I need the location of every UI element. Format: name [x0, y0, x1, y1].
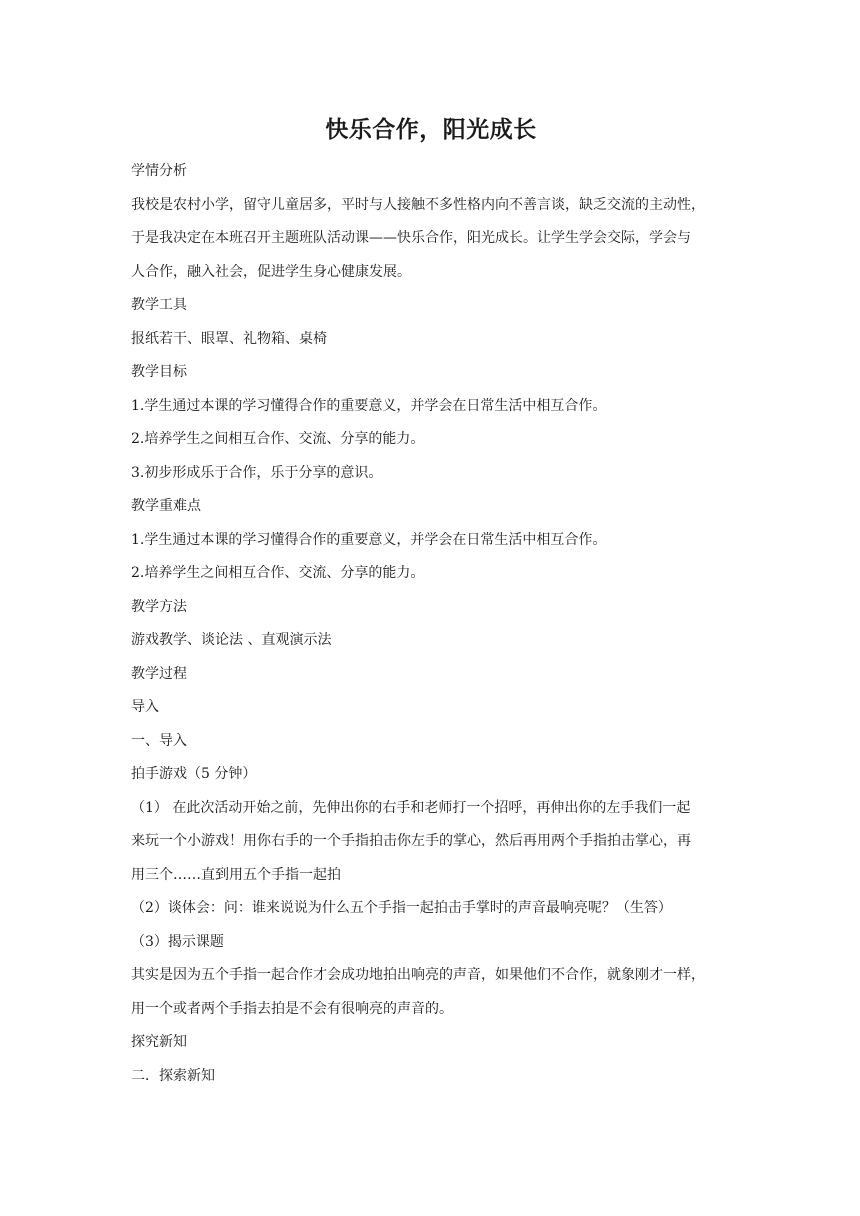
paragraph-line: 我校是农村小学，留守儿童居多，平时与人接触不多性格内向不善言谈，缺乏交流的主动性， — [131, 196, 705, 213]
paragraph-line: 其实是因为五个手指一起合作才会成功地拍出响亮的声音，如果他们不合作，就象刚才一样， — [131, 967, 705, 983]
subsection-heading: 一、导入 — [131, 732, 187, 749]
document-title: 快乐合作，阳光成长 — [325, 117, 537, 143]
paragraph-line: 用一个或者两个手指去拍是不会有很响亮的声音的。 — [131, 1000, 453, 1017]
paragraph-line: （2）谈体会：问：谁来说说为什么五个手指一起拍击手掌时的声音最响亮呢？（生答） — [131, 900, 672, 916]
list-item: 1.学生通过本课的学习懂得合作的重要意义，并学会在日常生活中相互合作。 — [131, 531, 607, 548]
paragraph-line: （3）揭示课题 — [131, 933, 224, 950]
section-heading-methods: 教学方法 — [131, 598, 187, 615]
list-item: 1.学生通过本课的学习懂得合作的重要意义，并学会在日常生活中相互合作。 — [131, 397, 607, 414]
section-heading-analysis: 学情分析 — [131, 163, 187, 179]
list-item: 2.培养学生之间相互合作、交流、分享的能力。 — [131, 565, 425, 581]
paragraph-line: 拍手游戏（5 分钟） — [131, 766, 257, 782]
paragraph-line: 来玩一个小游戏！用你右手的一个手指拍击你左手的掌心，然后再用两个手指拍击掌心，再 — [131, 833, 691, 849]
subsection-heading: 探究新知 — [131, 1034, 187, 1050]
paragraph-line: 游戏教学、谈论法 、直观演示法 — [131, 632, 332, 648]
document-page — [131, 113, 731, 1093]
subsection-heading: 二．探索新知 — [131, 1067, 215, 1084]
list-item: 3.初步形成乐于合作，乐于分享的意识。 — [131, 464, 383, 481]
paragraph-line: 报纸若干、眼罩、礼物箱、桌椅 — [131, 330, 327, 347]
paragraph-line: 人合作，融入社会，促进学生身心健康发展。 — [131, 263, 411, 280]
paragraph-line: 用三个……直到用五个手指一起拍 — [131, 866, 341, 883]
section-heading-goals: 教学目标 — [131, 364, 187, 380]
section-heading-tools: 教学工具 — [131, 297, 187, 313]
list-item: 2.培养学生之间相互合作、交流、分享的能力。 — [131, 431, 425, 447]
paragraph-line: （1） 在此次活动开始之前，先伸出你的右手和老师打一个招呼，再伸出你的左手我们一起 — [131, 799, 691, 816]
section-heading-process: 教学过程 — [131, 665, 187, 682]
section-heading-key-points: 教学重难点 — [131, 498, 201, 514]
subsection-heading: 导入 — [131, 699, 159, 715]
paragraph-line: 于是我决定在本班召开主题班队活动课——快乐合作，阳光成长。让学生学会交际，学会与 — [131, 230, 691, 246]
